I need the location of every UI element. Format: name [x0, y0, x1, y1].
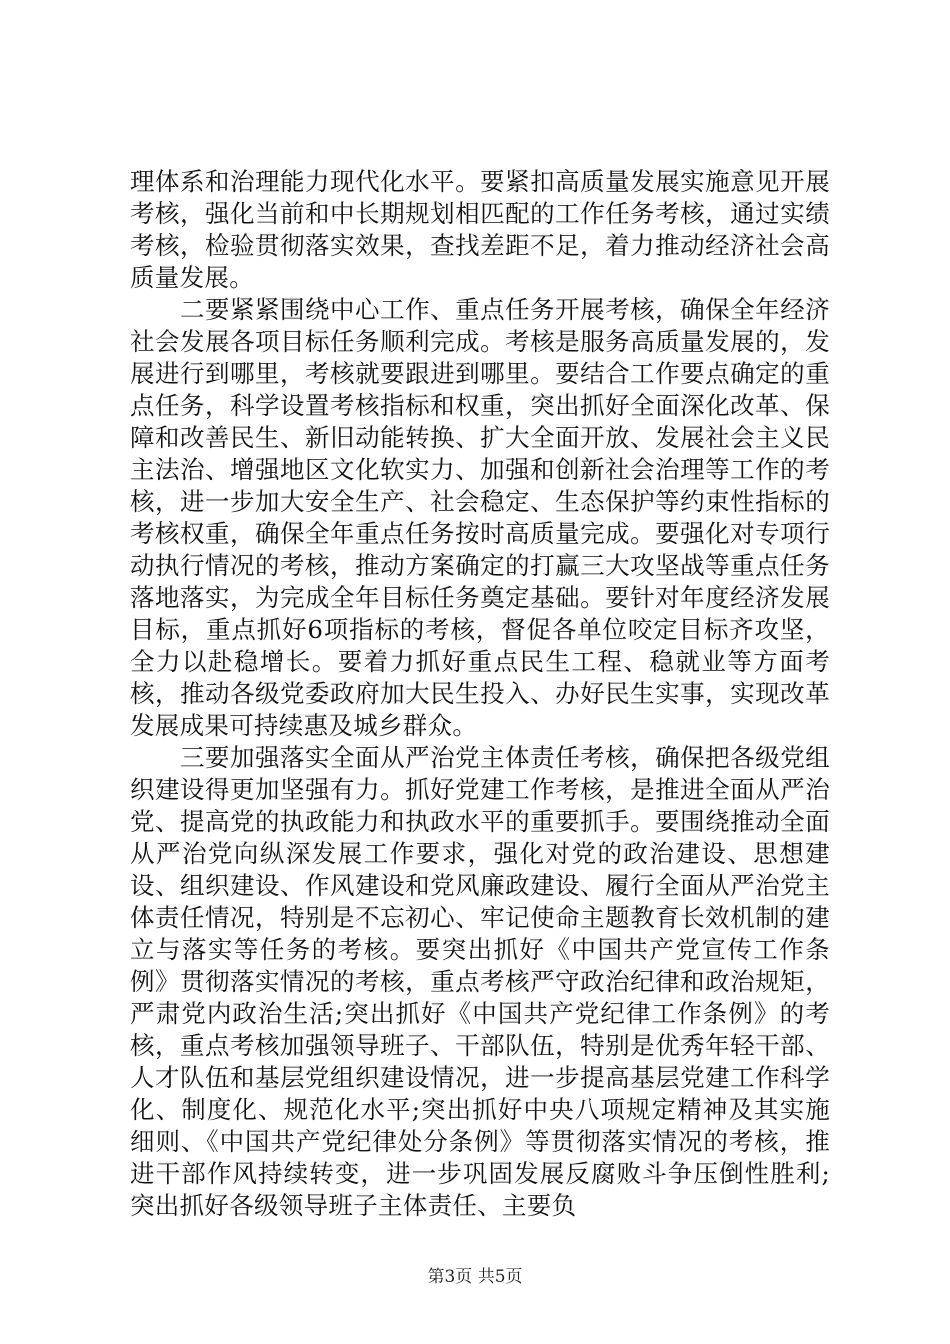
page-number-footer: 第3页 共5页: [427, 1267, 523, 1287]
paragraph-continuation: 理体系和治理能力现代化水平。要紧扣高质量发展实施意见开展考核，强化当前和中长期规划相匹配的工作任务考核，通过实绩考核，检验贯彻落实效果，查找差距不足，着力推动经济社会高质量发展。: [130, 167, 830, 292]
paragraph-point-two: 二要紧紧围绕中心工作、重点任务开展考核，确保全年经济社会发展各项目标任务顺利完成。考核是服务高质量发展的，发展进行到哪里，考核就要跟进到哪里。要结合工作要点确定的重点任务，科学设置考核指标和权重，突出抓好全面深化改革、保障和改善民生、新旧动能转换、扩大全面开放、发展社会主义民主法治、增强地区文化软实力、加强和创新社会治理等工作的考核，进一步加大安全生产、社会稳定、生态保护等约束性指标的考核权重，确保全年重点任务按时高质量完成。要强化对专项行动执行情况的考核，推动方案确定的打赢三大攻坚战等重点任务落地落实，为完成全年目标任务奠定基础。要针对年度经济发展目标，重点抓好6项指标的考核，督促各单位咬定目标齐攻坚，全力以赴稳增长。要着力抓好重点民生工程、稳就业等方面考核，推动各级党委政府加大民生投入、办好民生实事，实现改革发展成果可持续惠及城乡群众。: [130, 295, 830, 740]
document-body: [130, 166, 830, 1222]
paragraph-point-three: 三要加强落实全面从严治党主体责任考核，确保把各级党组织建设得更加坚强有力。抓好党建工作考核，是推进全面从严治党、提高党的执政能力和执政水平的重要抓手。要围绕推动全面从严治党向纵深发展工作要求，强化对党的政治建设、思想建设、组织建设、作风建设和党风廉政建设、履行全面从严治党主体责任情况，特别是不忘初心、牢记使命主题教育长效机制的建立与落实等任务的考核。要突出抓好《中国共产党宣传工作条例》贯彻落实情况的考核，重点考核严守政治纪律和政治规矩，严肃党内政治生活;突出抓好《中国共产党纪律工作条例》的考核，重点考核加强领导班子、干部队伍，特别是优秀年轻干部、人才队伍和基层党组织建设情况，进一步提高基层党建工作科学化、制度化、规范化水平;突出抓好中央八项规定精神及其实施细则、《中国共产党纪律处分条例》等贯彻落实情况的考核，推进干部作风持续转变，进一步巩固发展反腐败斗争压倒性胜利;突出抓好各级领导班子主体责任、主要负: [130, 743, 830, 1220]
